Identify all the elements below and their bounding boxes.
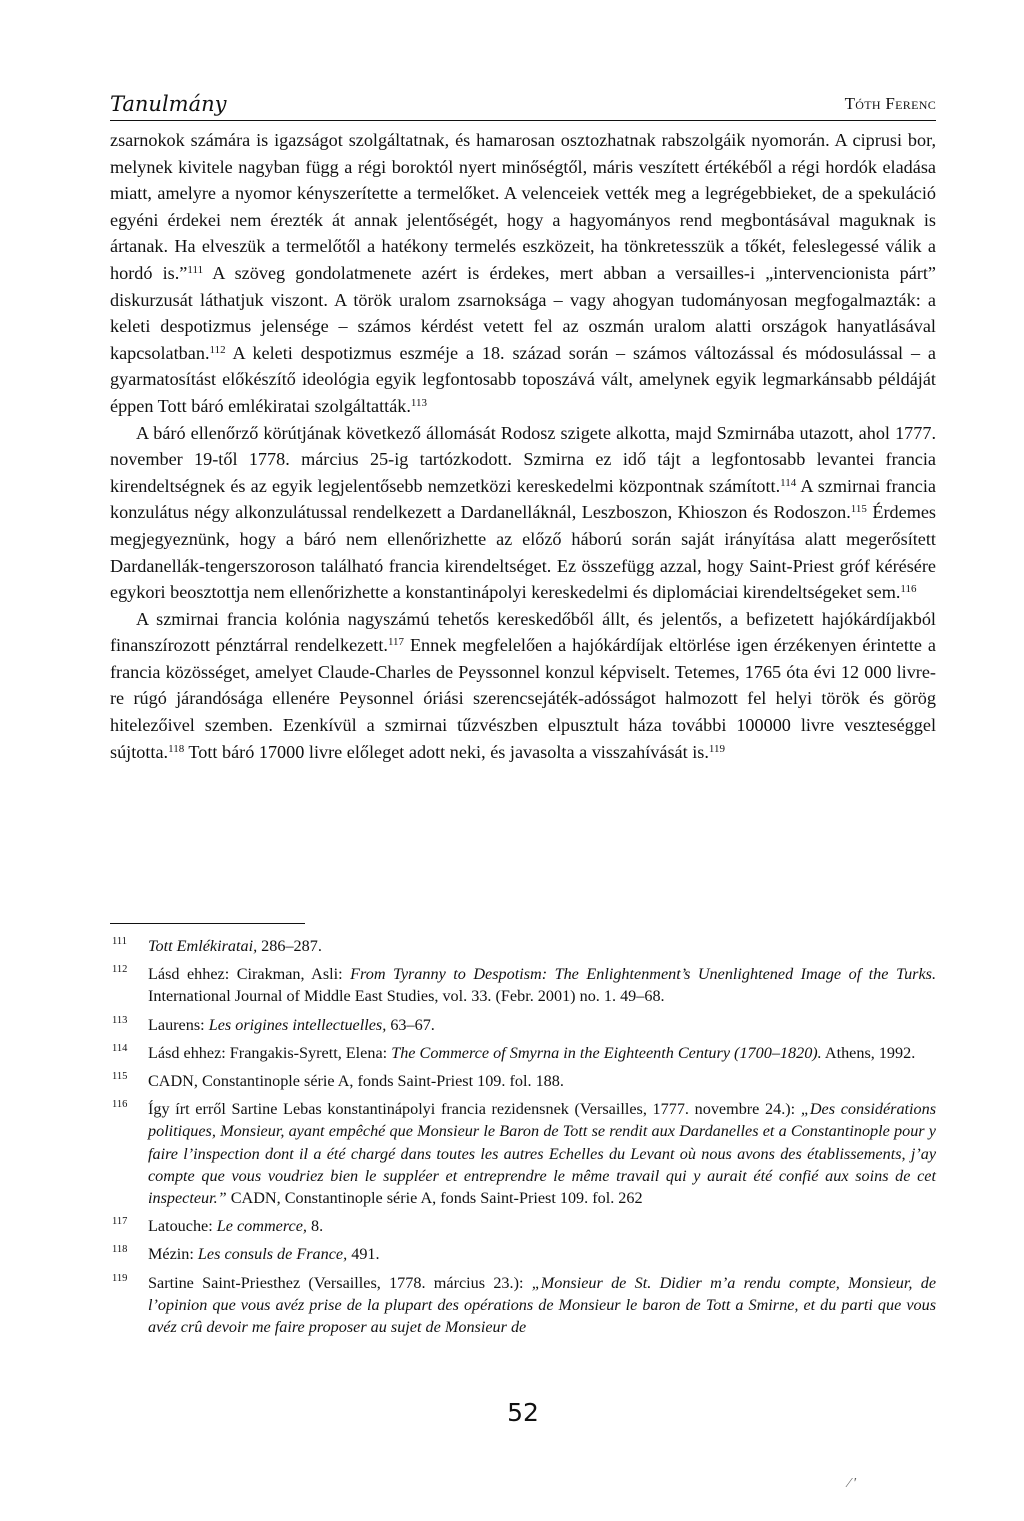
footnote-text [148, 1274, 936, 1336]
footnote-plain-text: Lásd ehhez: Frangakis-Syrett, Elena: [148, 1043, 392, 1062]
footnotes [110, 935, 936, 1344]
footnote-plain-text: Laurens: [148, 1015, 209, 1034]
footnote-plain-text: Mézin: [148, 1245, 198, 1264]
footnote-plain-text: 286–287. [257, 937, 322, 955]
footnote-italic-text: The Commerce of Smyrna in the Eighteenth Century (1700–1820). [391, 1043, 822, 1062]
footnote-item [110, 1042, 936, 1064]
footnote-number: 112 [112, 964, 128, 976]
footnote-ref-116[interactable]: 116 [900, 583, 917, 596]
footnote-text [148, 1217, 323, 1235]
page-number: 52 [507, 1398, 539, 1427]
footnote-plain-text: Így írt erről Sartine Lebas konstantinápolyi francia rezidensnek (Versailles, 1777. novembre 24.): [148, 1100, 801, 1119]
footnote-plain-text: 491. [347, 1245, 380, 1264]
paragraph-text: zsarnokok számára is igazságot szolgáltatnak, és hamarosan osztozhatnak rabszolgáik nyomorán. A ciprusi bor, melynek kivitele nagyban függ a régi boroktól nyert minőségtől, máris veszített értékéből a régi hordók eladása miatt, amelyre a nyomor kényszerítette a termelőket. A velenceiek vették meg a legrégebbieket, de a spekuláció egyéni érdekei nem érezték át annak jelentőségét, hogy a hagyományos rend megbontásával maguknak is ártanak. Ha elveszük a termelőtől a hatékony termelés eszközeit, ha tönkretesszük a tőkét, feleslegessé válik a hordó is.” [110, 130, 936, 283]
paragraph-text: Tott báró 17000 livre előleget adott neki, és javasolta a visszahívását is. [184, 741, 709, 762]
scan-marks: ⁄ ′ [848, 1476, 857, 1491]
footnote-item [110, 1243, 936, 1265]
footnote-plain-text: 63–67. [386, 1015, 435, 1034]
footnote-text [148, 937, 322, 955]
footnote-divider [110, 923, 305, 924]
paragraph-text: A szmirnai francia kolónia nagyszámú tehetős kereskedőből állt, és jelentős, a befizetett hajókárdíjakból finanszírozott pénztárral rendelkezett. [110, 608, 936, 656]
footnote-item [110, 1215, 936, 1237]
footnote-item [110, 1098, 936, 1209]
footnote-italic-text: Les consuls de France, [197, 1245, 348, 1264]
footnote-text [148, 1100, 936, 1207]
footnote-item [110, 1014, 936, 1036]
footnote-text [148, 965, 936, 1005]
main-text [110, 127, 936, 765]
footnote-number: 116 [112, 1099, 128, 1111]
footnote-number: 114 [112, 1042, 128, 1054]
footnote-number: 113 [112, 1014, 128, 1026]
footnote-number: 118 [112, 1244, 128, 1256]
paragraph-2 [110, 420, 936, 606]
footnote-italic-text: Le commerce, [216, 1217, 307, 1236]
paragraph-3 [110, 606, 936, 766]
footnote-item [110, 935, 936, 957]
footnote-italic-text: From Tyranny to Despotism: The Enlightenment’s Unenlightened Image of the Turks. [350, 965, 936, 984]
footnote-item [110, 1070, 936, 1092]
paragraph-1 [110, 127, 936, 420]
header-section-title: Tanulmány [110, 92, 227, 116]
footnote-italic-text: „Des considérations politiques, Monsieur, ayant empêché que Monsieur le Baron de Tott se rendit aux Dardanelles et a Constantinople pour y faire l’inspection dont il a été chargé dans toutes les autres Echelles du Levant où nous avons des établissements, j’ay compte que vous voudriez bien le suppléer et entreprendre le même travail qui y aurait été confié aux soins de cet inspecteur.” [148, 1100, 937, 1208]
footnote-plain-text: Lásd ehhez: Cirakman, Asli: [148, 965, 351, 984]
footnote-ref-115[interactable]: 115 [850, 503, 867, 516]
footnote-number: 111 [112, 936, 127, 947]
footnote-ref-117[interactable]: 117 [387, 636, 405, 649]
footnote-plain-text: 8. [306, 1217, 324, 1236]
header-author: Tóth Ferenc [844, 94, 936, 113]
footnote-ref-119[interactable]: 119 [708, 742, 725, 755]
footnote-ref-118[interactable]: 118 [168, 742, 185, 755]
running-header [110, 92, 936, 121]
footnote-italic-text: Tott Emlékiratai, [148, 937, 258, 955]
footnote-text [148, 1245, 380, 1263]
paragraph-text: A báró ellenőrző körútjának következő állomását Rodosz szigete alkotta, majd Szmirnába utazott, ahol 1777. november 19-től 1778. március 25-ig tartózkodott. Szmirna ez idő tájt a legfontosabb levantei francia kirendeltségnek és az egyik legjelentősebb nemzetközi kereskedelmi központnak számított. [110, 422, 936, 496]
paragraph-text: A szmirnai francia konzulátus négy alkonzulátussal rendelkezett a Dardanelláknál, Leszboszon, Khioszon és Rodoszon. [110, 475, 936, 523]
footnote-ref-111[interactable]: 111 [187, 263, 204, 276]
footnote-ref-113[interactable]: 113 [410, 396, 427, 409]
footnote-text [148, 1044, 915, 1062]
footnote-plain-text: CADN, Constantinople série A, fonds Saint-Priest 109. fol. 188. [148, 1072, 564, 1091]
footnote-text [148, 1072, 564, 1090]
footnote-item [110, 963, 936, 1007]
footnote-plain-text: International Journal of Middle East Studies, vol. 33. (Febr. 2001) no. 1. 49–68. [148, 987, 665, 1006]
footnote-italic-text: Les origines intellectuelles, [208, 1015, 387, 1034]
paragraph-text: A keleti despotizmus eszméje a 18. század során – számos változással és módosulással – a gyarmatosítást előkészítő ideológia egyik legfontosabb toposzává vált, amelynek egyik legmarkánsabb példáját éppen Tott báró emlékiratai szolgáltatták. [110, 342, 936, 416]
footnote-number: 119 [112, 1272, 128, 1284]
footnote-text [148, 1016, 435, 1034]
footnote-number: 117 [112, 1216, 128, 1228]
footnote-item [110, 1272, 936, 1339]
footnote-italic-text: „Monsieur de St. Didier m’a rendu compte, Monsieur, de l’opinion que vous avéz prise de la plupart des opérations de Monsieur le baron de Tott a Smirne, et du parti que vous avéz crû devoir me faire proposer au sujet de Monsieur de [148, 1273, 936, 1337]
footnote-plain-text: Sartine Saint-Priesthez (Versailles, 1778. március 23.): [148, 1273, 532, 1292]
footnote-ref-112[interactable]: 112 [209, 343, 226, 356]
footnote-plain-text: Latouche: [148, 1217, 217, 1236]
footnote-number: 115 [112, 1071, 128, 1083]
paragraph-text: A szöveg gondolatmenete azért is érdekes, mert abban a versailles-i „intervencionista párt” diskurzusát láthatjuk viszont. A török uralom zsarnoksága – vagy ahogyan tudományosan megfogalmazták: a keleti despotizmus jelensége – számos kérdést vetett fel az oszmán uralom alatti országok hanyatlásával kapcsolatban. [110, 262, 936, 363]
paragraph-text: Érdemes megjegyeznünk, hogy a báró nem ellenőrizhette az előző háború során saját irányítása alatt megerősített Dardanellák-tengerszoroson található francia kirendeltséget. Ez összefügg azzal, hogy Saint-Priest gróf kérésére egykori beosztottja nem ellenőrizhette a konstantinápolyi kereskedelmi és diplomáciai kirendeltségeket sem. [110, 502, 936, 603]
footnote-plain-text: Athens, 1992. [821, 1043, 916, 1062]
paragraph-text: Ennek megfelelően a hajókárdíjak eltörlése igen érzékenyen érintette a francia közösséget, amelyet Claude-Charles de Peyssonnel konzul képviselt. Tetemes, 1765 óta évi 12 000 livre-re rúgó járandósága ellenére Peysonnel óriási szerencsejáték-adósságot halmozott fel helyi török és görög hitelezőivel szemben. Ezenkívül a szmirnai tűzvészben elpusztult háza további 100000 livre veszteséggel sújtotta. [110, 635, 936, 762]
footnote-ref-114[interactable]: 114 [780, 476, 797, 489]
footnote-plain-text: CADN, Constantinople série A, fonds Saint-Priest 109. fol. 262 [226, 1189, 643, 1208]
